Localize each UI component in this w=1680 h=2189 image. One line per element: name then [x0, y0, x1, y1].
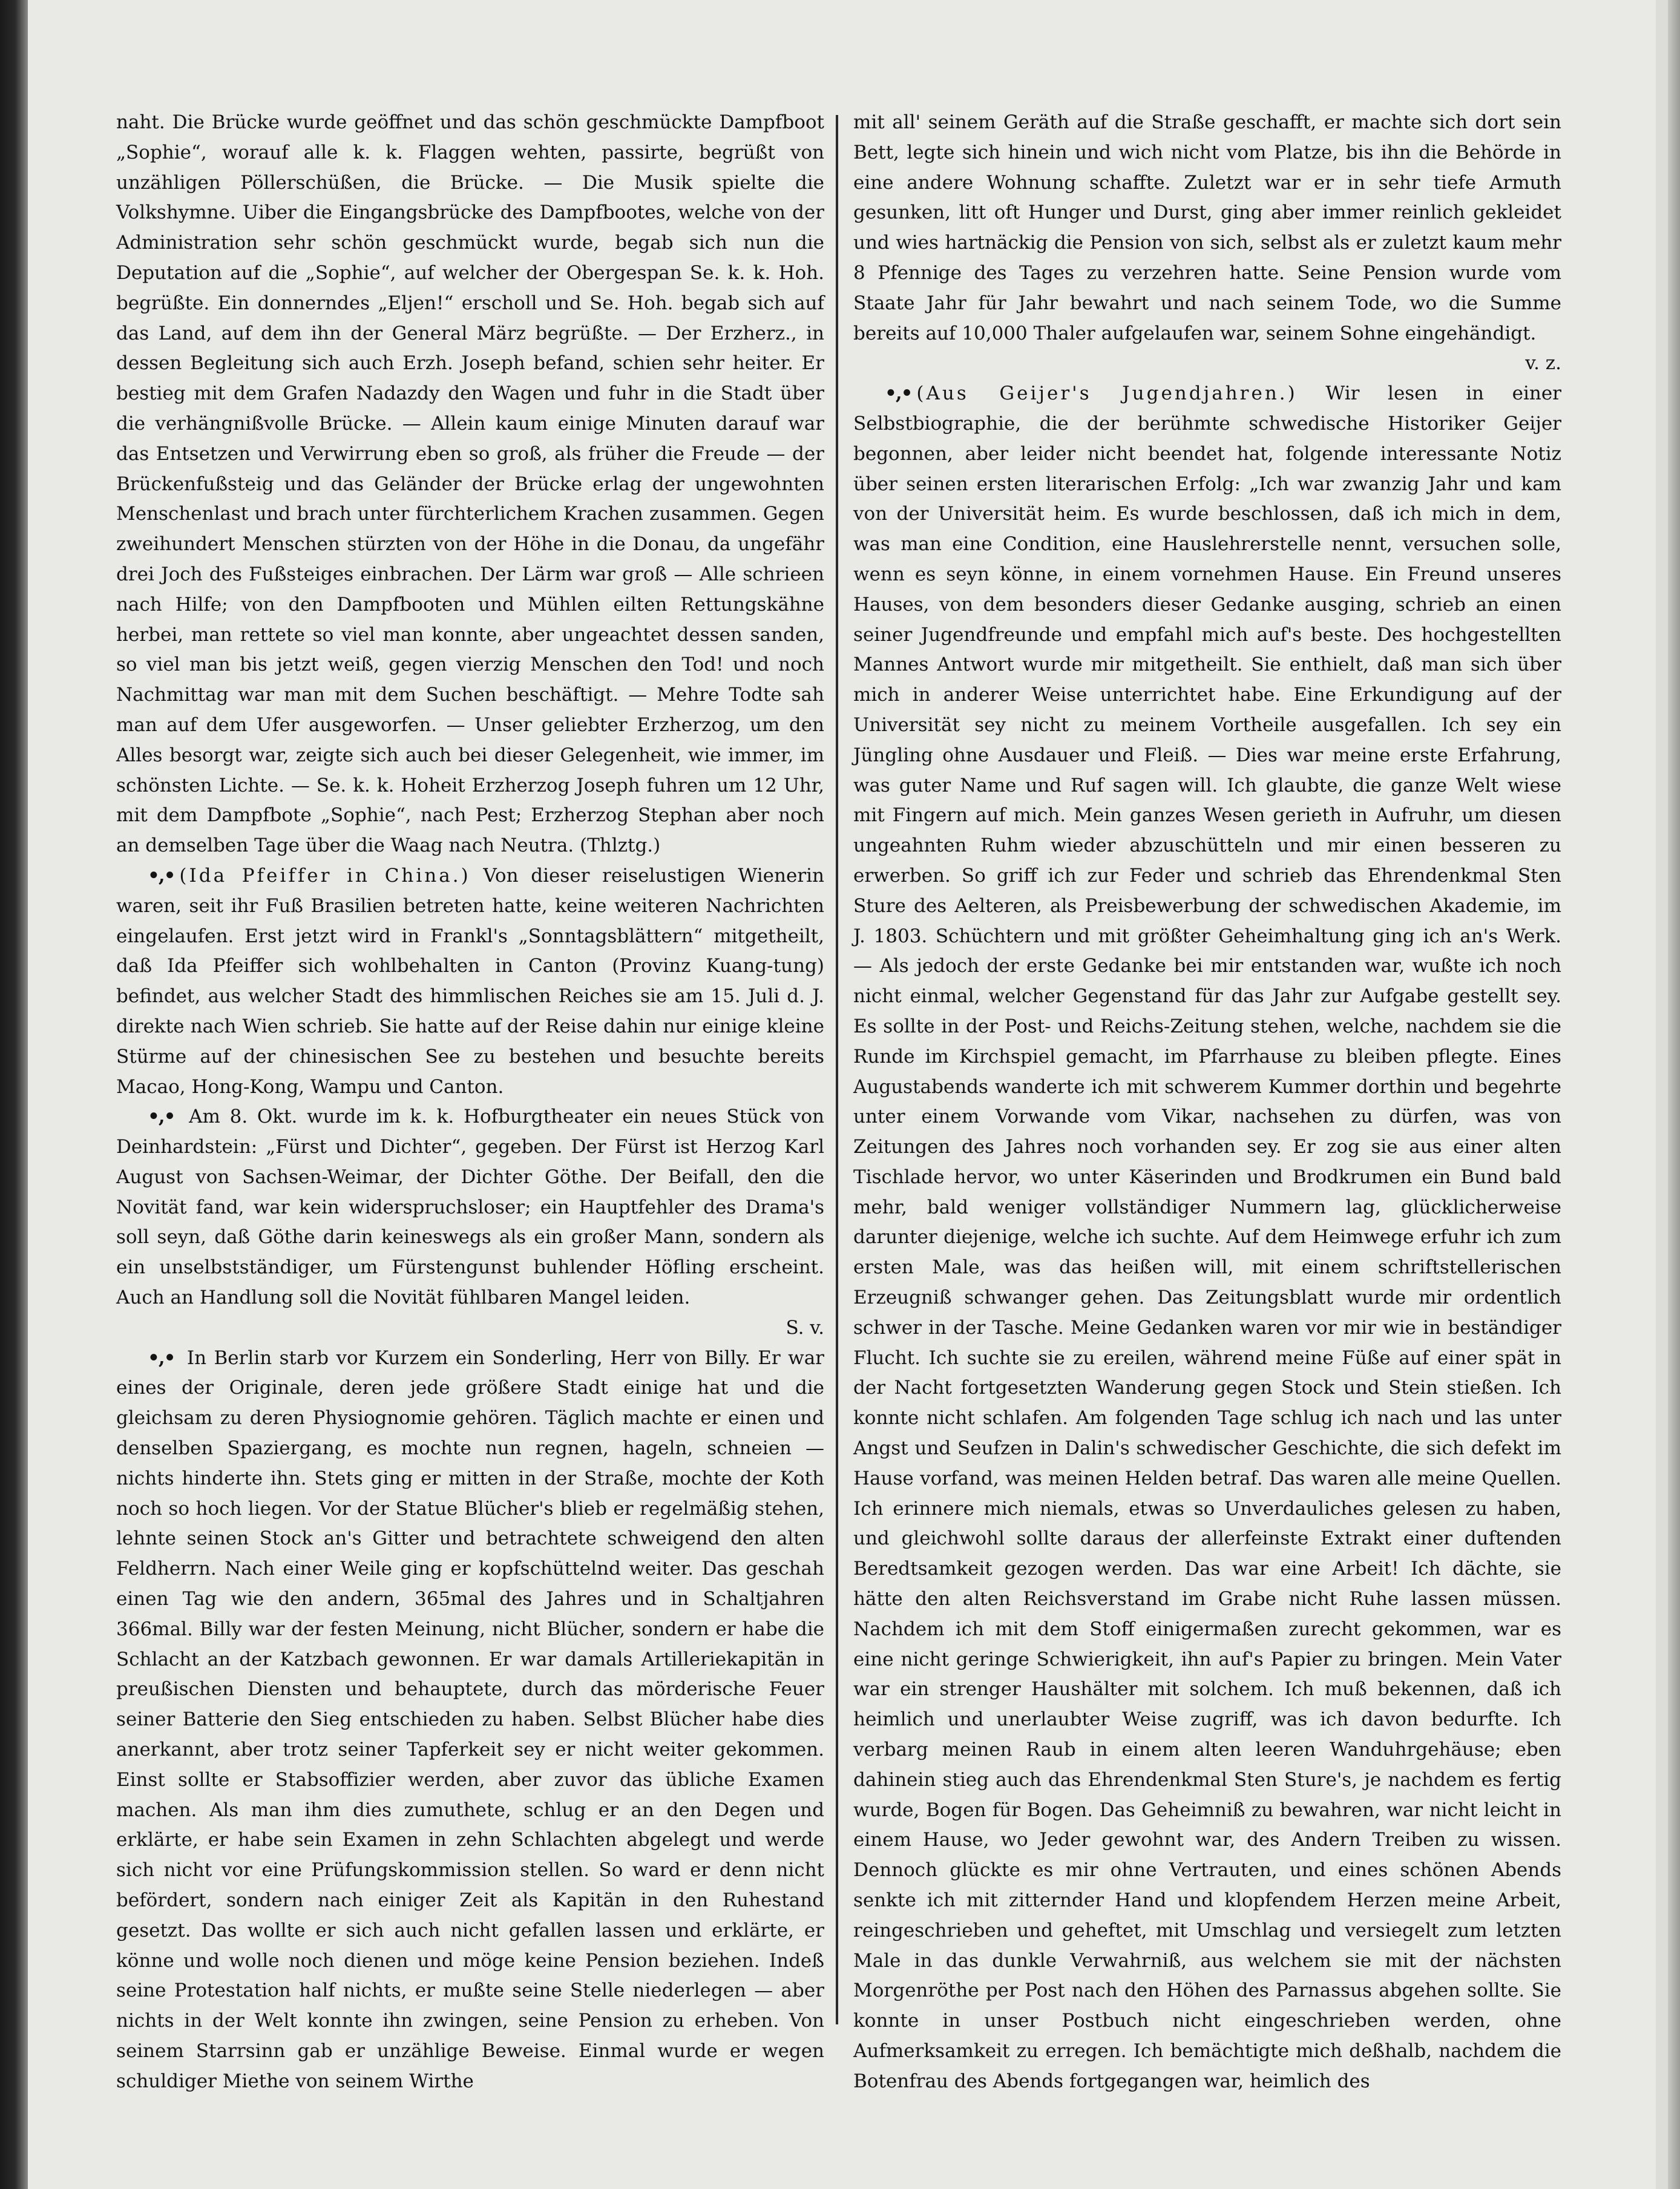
right-column [853, 108, 1561, 2097]
column-divider [836, 115, 838, 2024]
author-signature: S. v. [786, 1316, 824, 1339]
article-text: In Berlin starb vor Kurzem ein Sonderling, Herr von Billy. Er war eines der Originale, deren jede größere Stadt einige hat und die gleichsam zu deren Physiognomie gehören. Täglich machte er einen und denselben Spaziergang, es mochte nun regnen, hageln, schneien — nichts hinderte ihn. Stets ging er mitten in der Straße, mochte der Koth noch so hoch liegen. Vor der Statue Blücher's blieb er regelmäßig stehen, lehnte seinen Stock an's Gitter und betrachtete schweigend den alten Feldherrn. Nach einer Weile ging er kopfschüttelnd weiter. Das geschah einen Tag wie den andern, 365mal des Jahres und in Schaltjahren 366mal. Billy war der festen Meinung, nicht Blücher, sondern er habe die Schlacht an der Katzbach gewonnen. Er war damals Artilleriekapitän in preußischen Diensten und behauptete, durch das mörderische Feuer seiner Batterie den Sieg entschieden zu haben. Selbst Blücher habe dies anerkannt, aber trotz seiner Tapferkeit sey er nicht weiter gekommen. Einst sollte er Stabsoffizier werden, aber zuvor das übliche Examen machen. Als man ihm dies zumuthete, schlug er an den Degen und erklärte, er habe sein Examen in zehn Schlachten abgelegt und werde sich nicht vor eine Prüfungskommission stellen. So ward er denn nicht befördert, sondern nach einiger Zeit als Kapitän in den Ruhestand gesetzt. Das wollte er sich auch nicht gefallen lassen und erklärte, er könne und wolle noch dienen und möge keine Pension beziehen. Indeß seine Protestation half nichts, er mußte seine Stelle niederlegen — aber nichts in der Welt konnte ihn zwingen, seine Pension zu erheben. Von seinem Starrsinn gab er unzählige Beweise. Einmal wurde er wegen schuldiger Miethe von seinem Wirthe [116, 1347, 824, 2092]
article-ida-pfeiffer [116, 861, 824, 1102]
article-text: mit all' seinem Geräth auf die Straße geschafft, er machte sich dort sein Bett, legte sich hinein und wich nicht vom Platze, bis ihn die Behörde in eine andere Wohnung schaffte. Zuletzt war er in sehr tiefe Armuth gesunken, litt oft Hunger und Durst, ging aber immer reinlich gekleidet und wies hartnäckig die Pension von sich, selbst als er zuletzt kaum mehr 8 Pfennige des Tages zu verzehren hatte. Seine Pension wurde vom Staate Jahr für Jahr bewahrt und nach seinem Tode, wo die Summe bereits auf 10,000 Thaler aufgelaufen war, seinem Sohne eingehändigt. [853, 111, 1561, 344]
article-heading: (Aus Geijer's Jugendjahren.) [916, 382, 1298, 405]
author-signature: v. z. [1525, 352, 1561, 375]
article-geijer-youth [853, 379, 1561, 2096]
article-bridge-collapse: naht. Die Brücke wurde geöffnet und das schön geschmückte Dampfboot „Sophie“, worauf alle k. k. Flaggen wehten, passirte, begrüßt von unzähligen Pöllerschüßen, die Brücke. — Die Musik spielte die Volkshymne. Uiber die Eingangsbrücke des Dampfbootes, welche von der Administration sehr schön geschmückt wurde, begab sich nun die Deputation auf die „Sophie“, auf welcher der Obergespan Se. k. k. Hoh. begrüßte. Ein donnerndes „Eljen!“ erscholl und Se. Hoh. begab sich auf das Land, auf dem ihn der General März begrüßte. — Der Erzherz., in dessen Begleitung sich auch Erzh. Joseph befand, schien sehr heiter. Er bestieg mit dem Grafen Nadazdy den Wagen und fuhr in die Stadt über die verhängnißvolle Brücke. — Allein kaum einige Minuten darauf war das Entsetzen und Verwirrung eben so groß, als früher die Freude — der Brückenfußsteig und das Geländer der Brücke erlag der ungewohnten Menschenlast und brach unter fürchterlichem Krachen zusammen. Gegen zweihundert Menschen stürzten von der Höhe in die Donau, da ungefähr drei Joch des Fußsteiges einbrachen. Der Lärm war groß — Alle schrieen nach Hilfe; von den Dampfbooten und Mühlen eilten Rettungskähne herbei, man rettete so viel man konnte, aber ungeachtet dessen sanden, so viel man bis jetzt weiß, gegen vierzig Menschen den Tod! und noch Nachmittag war man mit dem Suchen beschäftigt. — Mehre Todte sah man auf dem Ufer ausgeworfen. — Unser geliebter Erzherzog, um den Alles besorgt war, zeigte sich auch bei dieser Gelegenheit, wie immer, im schönsten Lichte. — Se. k. k. Hoheit Erzherzog Joseph fuhren um 12 Uhr, mit dem Dampfbote „Sophie“, nach Pest; Erzherzog Stephan aber noch an demselben Tage über die Waag nach Neutra. (Thlztg.) [116, 111, 824, 857]
scan-right-edge [1668, 0, 1680, 2189]
section-mark: •,• [148, 864, 175, 887]
article-heading: (Ida Pfeiffer in China.) [179, 864, 471, 887]
newspaper-page [28, 0, 1656, 2189]
section-mark: •,• [885, 382, 912, 405]
article-text: Wir lesen in einer Selbstbiographie, die der berühmte schwedische Historiker Geijer begonnen, aber leider nicht beendet hat, folgende interessante Notiz über seinen ersten literarischen Erfolg: „Ich war zwanzig Jahr und kam von der Universität heim. Es wurde beschlossen, daß ich mich in dem, was man eine Condition, eine Hauslehrerstelle nennt, versuchen solle, wenn es seyn könne, in einem vornehmen Hause. Ein Freund unseres Hauses, von dem besonders dieser Gedanke ausging, schrieb an einen seiner Jugendfreunde und empfahl mich auf's beste. Des hochgestellten Mannes Antwort wurde mir mitgetheilt. Sie enthielt, daß man sich über mich in anderer Weise unterrichtet habe. Eine Erkundigung auf der Universität sey nicht zu meinem Vortheile ausgefallen. Ich sey ein Jüngling ohne Ausdauer und Fleiß. — Dies war meine erste Erfahrung, was guter Name und Ruf sagen will. Ich glaubte, die ganze Welt wiese mit Fingern auf mich. Mein ganzes Wesen gerieth in Aufruhr, um diesen ungeahnten Ruhm wieder abzuschütteln und mir einen besseren zu erwerben. So griff ich zur Feder und schrieb das Ehrendenkmal Sten Sture des Aelteren, als Preisbewerbung der schwedischen Akademie, im J. 1803. Schüchtern und mit größter Geheimhaltung ging ich an's Werk. — Als jedoch der erste Gedanke bei mir entstanden war, wußte ich noch nicht einmal, welcher Gegenstand für das Jahr zur Aufgabe gestellt sey. Es sollte in der Post- und Reichs-Zeitung stehen, welche, nachdem sie die Runde im Kirchspiel gemacht, im Pfarrhause zu bleiben pflegte. Eines Augustabends wanderte ich mit schwerem Kummer dorthin und begehrte unter einem Vorwande vom Vikar, nachsehen zu dürfen, was von Zeitungen des Jahres noch vorhanden sey. Er zog sie aus einer alten Tischlade hervor, wo unter Käserinden und Brodkrumen ein Bund bald mehr, bald weniger vollständiger Nummern lag, glücklicherweise darunter diejenige, welche ich suchte. Auf dem Heimwege erfuhr ich zum ersten Male, was das heißen will, mit einem schriftstellerischen Erzeugniß schwanger gehen. Das Zeitungsblatt wurde mir ordentlich schwer in der Tasche. Meine Gedanken waren vor mir wie in beständiger Flucht. Ich suchte sie zu ereilen, während meine Füße auf einer spät in der Nacht fortgesetzten Wanderung gegen Stock und Stein stießen. Ich konnte nicht schlafen. Am folgenden Tage schlug ich nach und las unter Angst und Seufzen in Dalin's schwedischer Geschichte, die sich defekt im Hause vorfand, was meinen Helden betraf. Das waren alle meine Quellen. Ich erinnere mich niemals, etwas so Unverdauliches gelesen zu haben, und gleichwohl sollte daraus der allerfeinste Extrakt einer duftenden Beredtsamkeit gezogen werden. Das war eine Arbeit! Ich dächte, sie hätte den alten Reichsverstand im Grabe nicht Ruhe lassen müssen. Nachdem ich mit dem Stoff einigermaßen zurecht gekommen, war es eine nicht geringe Schwierigkeit, ihn auf's Papier zu bringen. Mein Vater war ein strenger Haushälter mit solchem. Ich muß bekennen, daß ich heimlich und unerlaubter Weise zugriff, was ich davon bedurfte. Ich verbarg meinen Raub in einem alten leeren Wanduhrgehäuse; eben dahinein stieg auch das Ehrendenkmal Sten Sture's, je nachdem es fertig wurde, Bogen für Bogen. Das Geheimniß zu bewahren, war nicht leicht in einem Hause, wo Jeder gewohnt war, des Andern Treiben zu wissen. Dennoch glückte es mir ohne Vertrauten, und eines schönen Abends senkte ich mit zitternder Hand und klopfendem Herzen meine Arbeit, reingeschrieben und geheftet, mit Umschlag und versiegelt zum letzten Male in das dunkle Verwahrniß, aus welchem sie mit der nächsten Morgenröthe per Post nach den Höhen des Parnassus abgehen sollte. Sie konnte in unser Postbuch nicht eingeschrieben werden, ohne Aufmerksamkeit zu erregen. Ich bemächtigte mich deßhalb, nachdem die Botenfrau des Abends fortgegangen war, heimlich des [853, 382, 1562, 2092]
section-mark: •,• [148, 1347, 175, 1369]
article-text: Am 8. Okt. wurde im k. k. Hofburgtheater ein neues Stück von Deinhardstein: „Fürst und Dichter“, gegeben. Der Fürst ist Herzog Karl August von Sachsen-Weimar, der Dichter Göthe. Der Beifall, den die Novität fand, war kein widerspruchsloser; ein Hauptfehler des Drama's soll seyn, daß Göthe darin keineswegs als ein großer Mann, sondern als ein unselbstständiger, um Fürstengunst buhlender Höfling erscheint. Auch an Handlung soll die Novität fühlbaren Mangel leiden. [116, 1106, 824, 1309]
article-herr-von-billy [116, 1344, 824, 2097]
article-text: Von dieser reiselustigen Wienerin waren, seit ihr Fuß Brasilien betreten hatte, keine weiteren Nachrichten eingelaufen. Erst jetzt wird in Frankl's „Sonntagsblättern“ mitgetheilt, daß Ida Pfeiffer sich wohlbehalten in Canton (Provinz Kuang-tung) befindet, aus welcher Stadt des himmlischen Reiches sie am 15. Juli d. J. direkte nach Wien schrieb. Sie hatte auf der Reise dahin nur einige kleine Stürme auf der chinesischen See zu bestehen und besuchte bereits Macao, Hong-Kong, Wampu und Canton. [116, 864, 824, 1098]
article-hofburgtheater [116, 1102, 824, 1343]
section-mark: •,• [148, 1106, 175, 1128]
left-column [116, 108, 824, 2097]
article-billy-continued [853, 108, 1561, 379]
scan-edge-shadow [0, 0, 28, 2189]
